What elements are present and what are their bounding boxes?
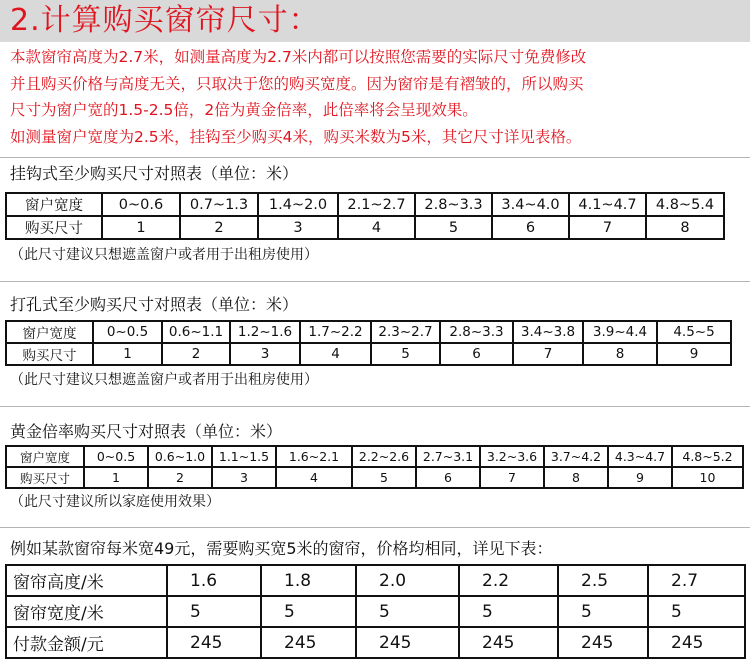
- row-label: 窗户宽度: [6, 321, 93, 343]
- table-cell: 2.2~2.6: [352, 446, 416, 467]
- table-cell: 6: [440, 343, 513, 365]
- table-cell: 2: [180, 216, 258, 239]
- table-row: [6, 446, 743, 467]
- table-row: [6, 565, 745, 596]
- table-cell: 0.6~1.1: [162, 321, 230, 343]
- table-cell: 2: [148, 467, 212, 488]
- table-cell: 1: [93, 343, 162, 365]
- table-cell: 9: [608, 467, 672, 488]
- table-row: [6, 343, 731, 365]
- table-cell: 8: [544, 467, 608, 488]
- divider: [0, 281, 750, 282]
- table-cell: 1: [84, 467, 148, 488]
- table-cell: 6: [416, 467, 480, 488]
- table-cell: 3: [212, 467, 276, 488]
- table-cell: 10: [672, 467, 743, 488]
- table-cell: 3.4~3.8: [513, 321, 583, 343]
- table-cell: 0~0.5: [93, 321, 162, 343]
- row-label: 购买尺寸: [6, 343, 93, 365]
- table-cell: 245: [356, 627, 459, 658]
- title-bar: [0, 0, 750, 42]
- table-cell: 3.4~4.0: [492, 193, 569, 216]
- table-row: [6, 596, 745, 627]
- grommet-size-table: [5, 320, 732, 366]
- row-label: 窗帘宽度/米: [6, 596, 167, 627]
- intro-line: 本款窗帘高度为2.7米，如测量高度为2.7米内都可以按照您需要的实际尺寸免费修改: [10, 48, 587, 66]
- row-label: 付款金额/元: [6, 627, 167, 658]
- table-cell: 1.2~1.6: [230, 321, 300, 343]
- table-cell: 2.8~3.3: [440, 321, 513, 343]
- table-cell: 4.8~5.4: [646, 193, 724, 216]
- table-cell: 1.1~1.5: [212, 446, 276, 467]
- table-cell: 9: [657, 343, 731, 365]
- table-cell: 7: [513, 343, 583, 365]
- table-cell: 7: [480, 467, 544, 488]
- table-cell: 3: [258, 216, 338, 239]
- table-cell: 1.4~2.0: [258, 193, 338, 216]
- table-cell: 5: [352, 467, 416, 488]
- table-cell: 1: [102, 216, 180, 239]
- table-cell: 5: [558, 596, 648, 627]
- table-cell: 0.6~1.0: [148, 446, 212, 467]
- row-label: 购买尺寸: [6, 467, 84, 488]
- table-cell: 3.9~4.4: [583, 321, 657, 343]
- table-cell: 2.8~3.3: [415, 193, 492, 216]
- table-cell: 3.2~3.6: [480, 446, 544, 467]
- grommet-table-title: 打孔式至少购买尺寸对照表（单位：米）: [10, 295, 299, 314]
- table-cell: 1.6: [167, 565, 261, 596]
- price-table: [5, 564, 746, 659]
- table-cell: 5: [371, 343, 440, 365]
- table-cell: 8: [583, 343, 657, 365]
- table-cell: 2.2: [459, 565, 558, 596]
- table-row: [6, 627, 745, 658]
- table-cell: 245: [558, 627, 648, 658]
- table-cell: 245: [261, 627, 356, 658]
- table-cell: 245: [648, 627, 745, 658]
- table-cell: 4.8~5.2: [672, 446, 743, 467]
- hook-table-note: （此尺寸建议只想遮盖窗户或者用于出租房使用）: [10, 247, 318, 263]
- hook-size-table: [5, 192, 725, 240]
- table-cell: 4.5~5: [657, 321, 731, 343]
- golden-table-title: 黄金倍率购买尺寸对照表（单位：米）: [10, 422, 283, 441]
- table-cell: 1.6~2.1: [276, 446, 352, 467]
- row-label: 窗户宽度: [6, 446, 84, 467]
- table-cell: 2: [162, 343, 230, 365]
- table-cell: 5: [356, 596, 459, 627]
- table-cell: 0~0.6: [102, 193, 180, 216]
- table-cell: 4.1~4.7: [569, 193, 646, 216]
- table-cell: 7: [569, 216, 646, 239]
- row-label: 窗户宽度: [6, 193, 102, 216]
- table-cell: 4: [276, 467, 352, 488]
- table-cell: 4: [338, 216, 415, 239]
- intro-line: 尺寸为窗户宽的1.5-2.5倍，2倍为黄金倍率，此倍率将会呈现效果。: [10, 101, 478, 119]
- page-title: 2.计算购买窗帘尺寸：: [10, 3, 320, 38]
- divider: [0, 406, 750, 407]
- table-cell: 5: [415, 216, 492, 239]
- intro-line: 并且购买价格与高度无关，只取决于您的购买宽度。因为窗帘是有褶皱的，所以购买: [10, 74, 584, 93]
- divider: [0, 527, 750, 528]
- table-cell: 3: [230, 343, 300, 365]
- intro-paragraph: [10, 44, 745, 150]
- table-cell: 5: [261, 596, 356, 627]
- hook-table-title: 挂钩式至少购买尺寸对照表（单位：米）: [10, 164, 299, 183]
- table-cell: 4: [300, 343, 371, 365]
- table-row: [6, 193, 724, 216]
- table-cell: 1.7~2.2: [300, 321, 371, 343]
- row-label: 窗帘高度/米: [6, 565, 167, 596]
- table-cell: 4.3~4.7: [608, 446, 672, 467]
- table-cell: 2.5: [558, 565, 648, 596]
- table-row: [6, 467, 743, 488]
- table-cell: 1.8: [261, 565, 356, 596]
- table-cell: 6: [492, 216, 569, 239]
- intro-line: 如测量窗户宽度为2.5米，挂钩至少购买4米，购买米数为5米，其它尺寸详见表格。: [10, 127, 582, 146]
- table-cell: 2.7: [648, 565, 745, 596]
- table-cell: 0~0.5: [84, 446, 148, 467]
- divider: [0, 157, 750, 158]
- table-cell: 3.7~4.2: [544, 446, 608, 467]
- table-cell: 5: [648, 596, 745, 627]
- table-cell: 2.3~2.7: [371, 321, 440, 343]
- table-cell: 8: [646, 216, 724, 239]
- table-row: [6, 321, 731, 343]
- row-label: 购买尺寸: [6, 216, 102, 239]
- table-cell: 5: [167, 596, 261, 627]
- price-table-title: 例如某款窗帘每米宽49元，需要购买宽5米的窗帘，价格均相同，详见下表：: [10, 539, 553, 558]
- table-cell: 245: [167, 627, 261, 658]
- table-cell: 245: [459, 627, 558, 658]
- table-row: [6, 216, 724, 239]
- table-cell: 0.7~1.3: [180, 193, 258, 216]
- table-cell: 2.1~2.7: [338, 193, 415, 216]
- golden-size-table: [5, 445, 744, 489]
- grommet-table-note: （此尺寸建议只想遮盖窗户或者用于出租房使用）: [10, 372, 318, 388]
- table-cell: 2.7~3.1: [416, 446, 480, 467]
- table-cell: 2.0: [356, 565, 459, 596]
- table-cell: 5: [459, 596, 558, 627]
- golden-table-note: （此尺寸建议所以家庭使用效果）: [10, 494, 220, 510]
